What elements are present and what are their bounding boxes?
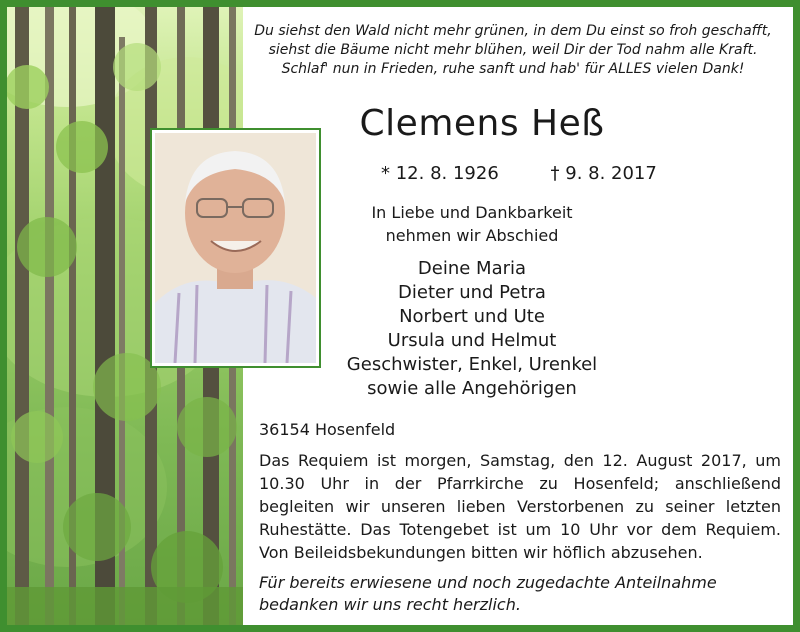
farewell-line: nehmen wir Abschied bbox=[385, 226, 559, 245]
portrait-photo bbox=[150, 128, 321, 368]
poem-line: Du siehst den Wald nicht mehr grünen, in dem Du einst so froh geschafft, bbox=[254, 23, 772, 39]
birth-date: * 12. 8. 1926 bbox=[381, 163, 499, 184]
mourner-entry: Dieter und Petra bbox=[398, 282, 546, 303]
requiem-text: Das Requiem ist morgen, Samstag, den 12. August 2017, um 10.30 Uhr in der Pfarrkirche zu Hosenfeld; anschließend begleiten wir unseren lieben Verstorbenen zu seiner letzten Ruhestätte. Das Totengebet ist um 10 Uhr vor dem Requiem. Von Beileidsbekundungen bitten wir höflich abzusehen. bbox=[259, 451, 781, 562]
farewell-text bbox=[347, 201, 597, 247]
memorial-poem bbox=[251, 22, 775, 79]
mourner-entry: Geschwister, Enkel, Urenkel bbox=[346, 354, 598, 375]
thanks-note: Für bereits erwiesene und noch zugedachte Anteilnahme bedanken wir uns recht herzlich. bbox=[259, 573, 717, 614]
poem-line: siehst die Bäume nicht mehr blühen, weil Dir der Tod nahm alle Kraft. bbox=[268, 42, 758, 58]
poem-line: Schlaf' nun in Frieden, ruhe sanft und hab' für ALLES vielen Dank! bbox=[281, 61, 745, 77]
mourner-entry: Ursula und Helmut bbox=[387, 330, 557, 351]
life-dates bbox=[381, 163, 657, 184]
mourner-entry: Deine Maria bbox=[417, 258, 527, 279]
mourner-entry: sowie alle Angehörigen bbox=[367, 378, 577, 399]
farewell-line: In Liebe und Dankbarkeit bbox=[371, 203, 573, 222]
mourner-entry: Norbert und Ute bbox=[399, 306, 545, 327]
place-line: 36154 Hosenfeld bbox=[259, 420, 396, 439]
death-date: † 9. 8. 2017 bbox=[550, 163, 657, 184]
deceased-name: Clemens Heß bbox=[359, 103, 605, 144]
requiem-notice bbox=[259, 449, 781, 564]
mourners-list bbox=[307, 257, 637, 401]
